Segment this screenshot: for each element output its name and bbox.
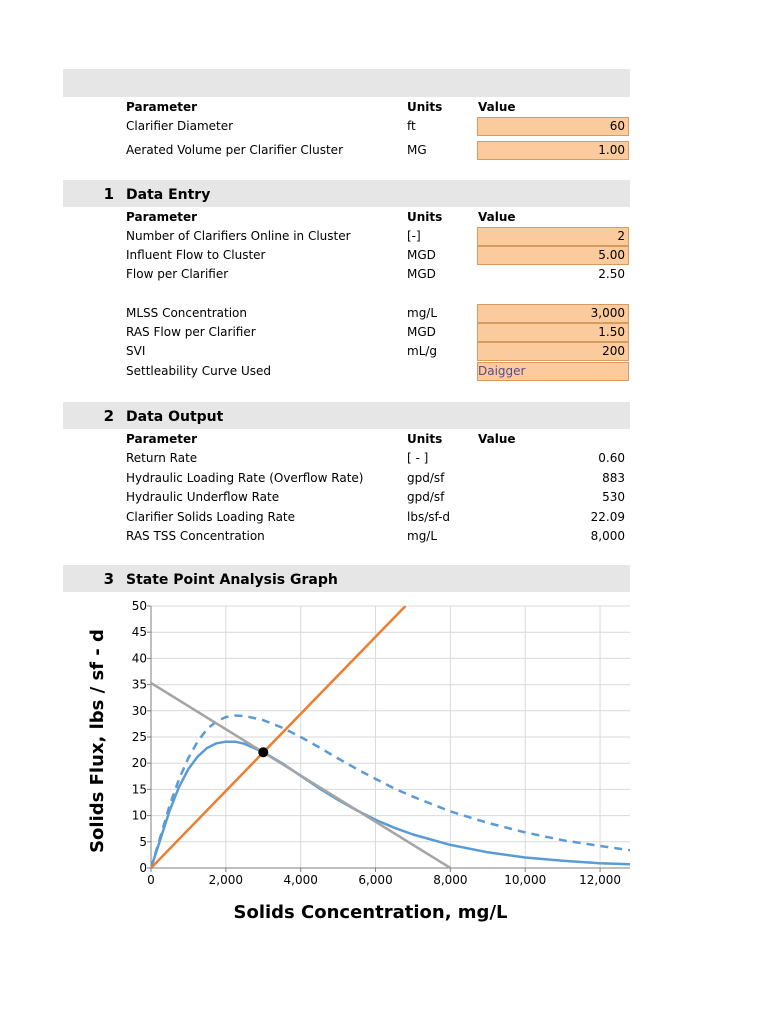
header-parameter: Parameter — [126, 100, 198, 114]
value-cell: 22.09 — [590, 510, 625, 524]
header-value: Value — [478, 210, 516, 224]
units-label: gpd/sf — [407, 490, 445, 504]
section-number: 3 — [103, 570, 114, 588]
parameter-label: RAS Flow per Clarifier — [126, 325, 256, 339]
x-tick-label: 0 — [147, 873, 155, 887]
value-cell: 60 — [609, 119, 625, 133]
units-label: [ - ] — [407, 451, 429, 465]
value-cell: 200 — [602, 344, 625, 358]
section-title: Data Output — [126, 409, 224, 425]
units-label: MGD — [407, 248, 436, 262]
header-parameter: Parameter — [126, 432, 198, 446]
header-units: Units — [407, 210, 443, 224]
value-cell: 0.60 — [598, 451, 625, 465]
section-number: 2 — [103, 407, 114, 425]
value-cell: 5.00 — [598, 248, 625, 262]
parameter-label: Flow per Clarifier — [126, 267, 229, 281]
header-value: Value — [478, 100, 516, 114]
value-cell: 3,000 — [590, 306, 625, 320]
parameter-label: Influent Flow to Cluster — [126, 248, 266, 262]
y-tick-label: 35 — [131, 677, 147, 692]
value-cell: 2 — [617, 229, 625, 243]
x-tick-label: 8,000 — [433, 873, 468, 887]
units-label: MGD — [407, 267, 436, 281]
x-tick-label: 10,000 — [504, 873, 547, 887]
value-cell: 8,000 — [590, 529, 625, 543]
header-units: Units — [407, 432, 443, 446]
flux-curve-dashed — [151, 716, 630, 869]
x-tick-label: 12,000 — [579, 873, 622, 887]
y-axis-title: Solids Flux, lbs / sf - d — [87, 629, 108, 853]
value-cell: 883 — [602, 471, 625, 485]
units-label: [-] — [407, 229, 421, 243]
parameter-label: Hydraulic Underflow Rate — [126, 490, 280, 504]
value-cell: 2.50 — [598, 267, 625, 281]
flux-curve-solid — [151, 742, 630, 868]
y-tick-label: 25 — [131, 730, 147, 744]
units-label: MG — [407, 143, 427, 157]
parameter-label: Return Rate — [126, 451, 198, 465]
x-tick-label: 2,000 — [208, 873, 244, 887]
parameter-label: RAS TSS Concentration — [126, 529, 265, 543]
units-label: ft — [407, 119, 416, 133]
state-point-marker — [258, 747, 268, 757]
units-label: mL/g — [407, 344, 438, 358]
parameter-label: Settleability Curve Used — [126, 364, 271, 378]
units-label: gpd/sf — [407, 471, 445, 485]
units-label: MGD — [407, 325, 436, 339]
value-cell: 1.00 — [598, 143, 625, 157]
units-label: lbs/sf-d — [407, 510, 451, 524]
parameter-label: SVI — [126, 344, 146, 358]
y-tick-label: 5 — [139, 834, 147, 849]
y-tick-label: 40 — [131, 651, 147, 666]
parameter-label: Clarifier Solids Loading Rate — [126, 510, 296, 524]
x-tick-label: 4,000 — [283, 873, 318, 887]
y-tick-label: 15 — [131, 782, 147, 797]
parameter-label: Clarifier Diameter — [126, 119, 234, 133]
header-value: Value — [478, 432, 516, 446]
parameter-label: MLSS Concentration — [126, 306, 247, 320]
parameter-label: Hydraulic Loading Rate (Overflow Rate) — [126, 471, 364, 485]
header-parameter: Parameter — [126, 210, 198, 224]
value-cell: 1.50 — [598, 325, 625, 339]
x-axis-title: Solids Concentration, mg/L — [233, 902, 508, 923]
y-tick-label: 45 — [131, 625, 147, 640]
value-cell: Daigger — [478, 364, 526, 378]
x-tick-label: 6,000 — [358, 873, 393, 887]
parameter-label: Number of Clarifiers Online in Cluster — [126, 229, 351, 243]
value-cell: 530 — [602, 490, 625, 504]
y-tick-label: 0 — [139, 861, 147, 875]
y-tick-label: 30 — [131, 703, 147, 718]
section-title: State Point Analysis Graph — [126, 572, 338, 588]
y-tick-label: 20 — [131, 756, 147, 771]
units-label: mg/L — [407, 306, 438, 320]
section-number: 1 — [103, 185, 114, 203]
parameter-label: Aerated Volume per Clarifier Cluster — [126, 143, 343, 157]
y-tick-label: 10 — [131, 808, 147, 823]
header-units: Units — [407, 100, 443, 114]
units-label: mg/L — [407, 529, 438, 543]
y-tick-label: 50 — [131, 599, 147, 613]
section-title: Data Entry — [126, 187, 211, 203]
